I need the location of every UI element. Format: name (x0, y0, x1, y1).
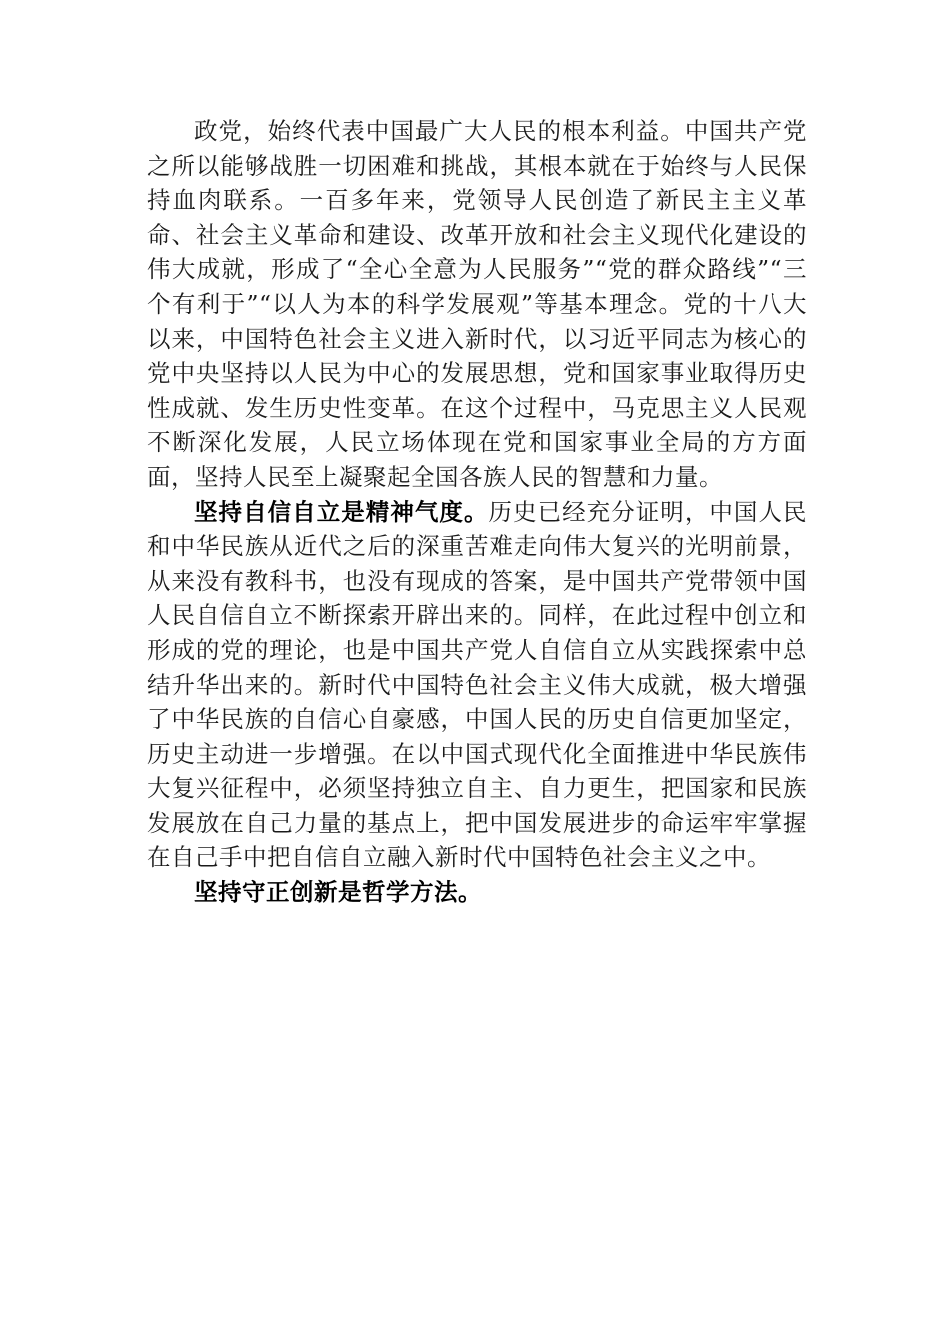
paragraph-1-text: 政党，始终代表中国最广大人民的根本利益。中国共产党之所以能够战胜一切困难和挑战，其根本就在于始终与人民保持血肉联系。一百多年来，党领导人民创造了新民主主义革命、社会主义革命和建设、改革开放和社会主义现代化建设的伟大成就，形成了“全心全意为人民服务”“党的群众路线”“三个有利于”“以人为本的科学发展观”等基本理念。党的十八大以来，中国特色社会主义进入新时代，以习近平同志为核心的党中央坚持以人民为中心的发展思想，党和国家事业取得历史性成就、发生历史性变革。在这个过程中，马克思主义人民观不断深化发展，人民立场体现在党和国家事业全局的方方面面，坚持人民至上凝聚起全国各族人民的智慧和力量。 (147, 117, 807, 491)
document-body (147, 114, 807, 910)
paragraph-2-text: 历史已经充分证明，中国人民和中华民族从近代之后的深重苦难走向伟大复兴的光明前景，从来没有教科书，也没有现成的答案，是中国共产党带领中国人民自信自立不断探索开辟出来的。同样，在此过程中创立和形成的党的理论，也是中国共产党人自信自立从实践探索中总结升华出来的。新时代中国特色社会主义伟大成就，极大增强了中华民族的自信心自豪感，中国人民的历史自信更加坚定，历史主动进一步增强。在以中国式现代化全面推进中华民族伟大复兴征程中，必须坚持独立自主、自力更生，把国家和民族发展放在自己力量的基点上，把中国发展进步的命运牢牢掌握在自己手中把自信自立融入新时代中国特色社会主义之中。 (147, 497, 807, 872)
paragraph-3-lead: 坚持守正创新是哲学方法。 (194, 878, 482, 907)
paragraph-2 (147, 495, 807, 876)
paragraph-2-lead: 坚持自信自立是精神气度。 (194, 497, 489, 526)
paragraph-3 (147, 875, 807, 910)
paragraph-1 (147, 114, 807, 495)
